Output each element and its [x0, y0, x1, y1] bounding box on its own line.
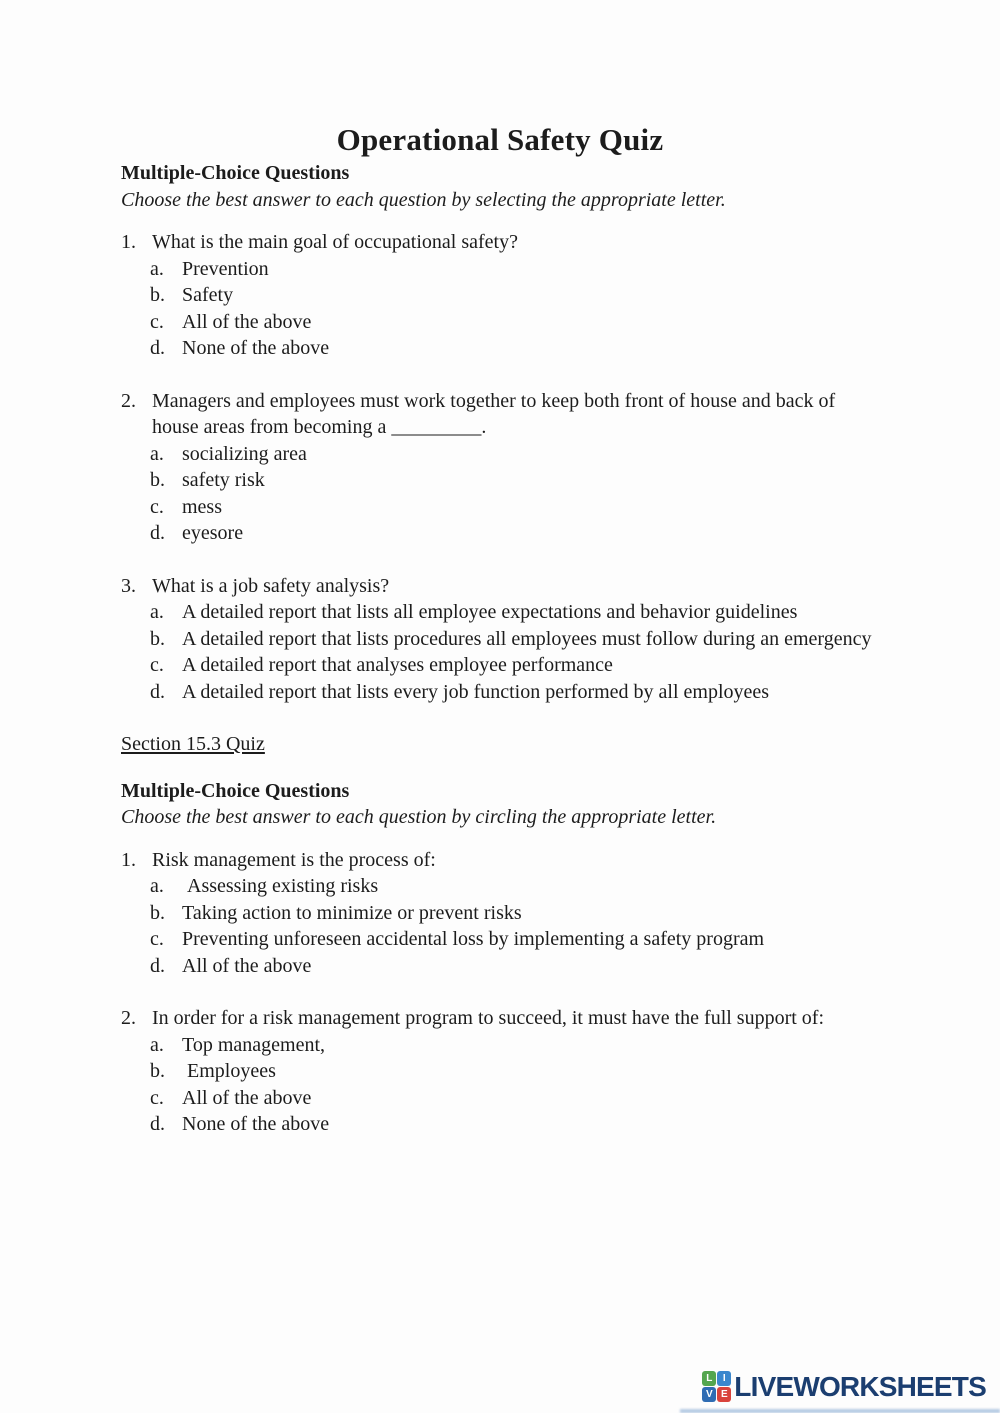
option-row[interactable]	[150, 599, 879, 626]
option-row[interactable]	[150, 494, 879, 521]
question-number: 1.	[121, 231, 136, 253]
option-letter: c.	[150, 654, 164, 676]
question-text: What is the main goal of occupational safety?	[152, 231, 518, 253]
option-letter: d.	[150, 337, 165, 359]
option-row[interactable]	[150, 441, 879, 468]
option-letter: b.	[150, 1060, 165, 1082]
option-row[interactable]	[150, 1085, 879, 1112]
question-text: Risk management is the process of:	[152, 848, 436, 871]
option-letter: d.	[150, 1113, 165, 1135]
question-number: 1.	[121, 848, 136, 871]
option-text: A detailed report that analyses employee performance	[182, 654, 613, 676]
option-row[interactable]	[150, 679, 879, 706]
question-number: 3.	[121, 574, 136, 597]
option-text: safety risk	[182, 469, 265, 491]
question-line	[121, 1005, 879, 1032]
option-text: None of the above	[182, 337, 330, 359]
option-letter: d.	[150, 522, 165, 544]
option-text: None of the above	[182, 1113, 330, 1135]
option-text: A detailed report that lists procedures all employees must follow during an emergency	[182, 627, 872, 650]
option-letter: c.	[150, 928, 164, 950]
option-row[interactable]	[150, 926, 879, 953]
option-row[interactable]	[150, 873, 879, 900]
option-letter: d.	[150, 954, 165, 977]
option-text: eyesore	[182, 522, 244, 544]
option-letter: c.	[150, 1086, 164, 1109]
option-text: All of the above	[182, 310, 312, 333]
option-letter: d.	[150, 680, 165, 703]
question-line	[121, 847, 879, 874]
option-text: Employees	[182, 1060, 276, 1082]
section-heading: Multiple-Choice Questions	[121, 779, 350, 802]
logo-tile-i: I	[717, 1371, 731, 1386]
option-row[interactable]	[150, 1032, 879, 1059]
section-heading: Multiple-Choice Questions	[121, 162, 350, 184]
question-2	[121, 1005, 879, 1138]
option-row[interactable]	[150, 520, 879, 547]
option-row[interactable]	[150, 1111, 879, 1138]
question-2	[121, 388, 879, 547]
option-row[interactable]	[150, 256, 879, 283]
option-letter: a.	[150, 601, 164, 623]
question-line	[121, 573, 879, 600]
option-row[interactable]	[150, 652, 879, 679]
question-3	[121, 573, 879, 706]
option-row[interactable]	[150, 335, 879, 362]
section-instruction: Choose the best answer to each question by selecting the appropriate letter.	[121, 188, 726, 211]
option-text: Top management,	[182, 1033, 325, 1056]
option-text: A detailed report that lists every job function performed by all employees	[182, 680, 770, 703]
option-letter: b.	[150, 469, 165, 491]
option-letter: a.	[150, 257, 164, 280]
question-1	[121, 229, 879, 362]
option-text: socializing area	[182, 442, 307, 465]
logo-tile-l: L	[702, 1371, 716, 1386]
section-2	[121, 731, 879, 1138]
option-text: mess	[182, 495, 222, 518]
option-row[interactable]	[150, 953, 879, 980]
liveworksheets-logo[interactable]	[702, 1371, 986, 1402]
option-letter: b.	[150, 901, 165, 924]
question-1	[121, 847, 879, 980]
option-letter: a.	[150, 442, 164, 465]
option-row[interactable]	[150, 309, 879, 336]
page-title: Operational Safety Quiz	[336, 122, 664, 157]
question-line	[121, 229, 879, 256]
cropped-logo-artifact	[680, 1409, 1000, 1413]
option-letter: b.	[150, 284, 165, 306]
question-number: 2.	[121, 389, 136, 412]
option-row[interactable]	[150, 467, 879, 494]
option-text: Safety	[182, 284, 234, 306]
liveworksheets-logo-text: LIVEWORKSHEETS	[734, 1370, 986, 1402]
option-row[interactable]	[150, 626, 879, 653]
option-letter: c.	[150, 310, 164, 333]
section-instruction: Choose the best answer to each question by circling the appropriate letter.	[121, 806, 717, 828]
option-row[interactable]	[150, 900, 879, 927]
option-row[interactable]	[150, 282, 879, 309]
liveworksheets-logo-icon	[702, 1371, 731, 1402]
option-text: Preventing unforeseen accidental loss by implementing a safety program	[182, 928, 765, 950]
option-text: Assessing existing risks	[182, 875, 379, 897]
option-text: Taking action to minimize or prevent risks	[182, 901, 522, 924]
option-text: Prevention	[182, 257, 269, 280]
option-letter: a.	[150, 1033, 164, 1056]
section-1	[121, 160, 879, 705]
option-letter: c.	[150, 495, 164, 518]
option-text: A detailed report that lists all employee expectations and behavior guidelines	[182, 601, 798, 623]
question-text: In order for a risk management program to succeed, it must have the full support of:	[152, 1007, 825, 1029]
option-letter: b.	[150, 627, 165, 650]
option-text: All of the above	[182, 954, 312, 977]
question-text: Managers and employees must work together to keep both front of house and back of house areas from becoming a _________.	[152, 389, 836, 438]
option-letter: a.	[150, 875, 164, 897]
logo-tile-v: V	[702, 1387, 716, 1402]
logo-tile-e: E	[717, 1387, 731, 1402]
option-row[interactable]	[150, 1058, 879, 1085]
question-text: What is a job safety analysis?	[152, 574, 390, 597]
question-line	[121, 388, 879, 441]
question-number: 2.	[121, 1007, 136, 1029]
section-label: Section 15.3 Quiz	[121, 733, 265, 755]
option-text: All of the above	[182, 1086, 312, 1109]
